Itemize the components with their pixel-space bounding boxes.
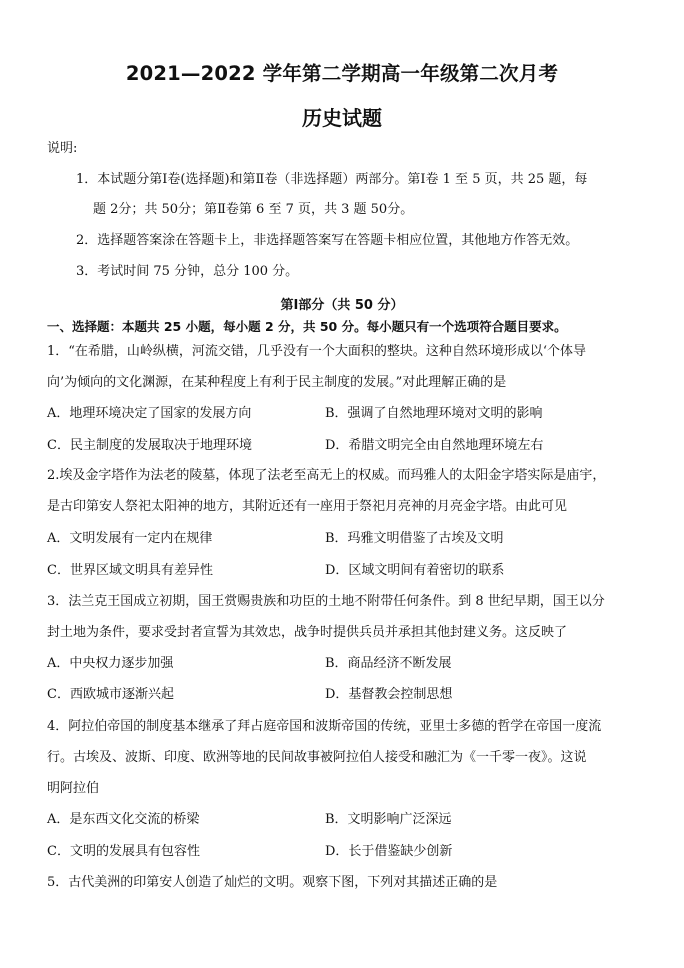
question-stem: 1．“在希腊，山岭纵横，河流交错，几乎没有一个大面积的整块。这种自然环境形成以‘个体导 <box>47 344 587 359</box>
question-stem: 5．古代美洲的印第安人创造了灿烂的文明。观察下图，下列对其描述正确的是 <box>47 875 498 890</box>
question-stem: 2.埃及金字塔作为法老的陵墓，体现了法老至高无上的权威。而玛雅人的太阳金字塔实际是庙宇， <box>47 468 606 483</box>
option-c: C．文明的发展具有包容性 <box>47 844 200 859</box>
question-stem: 向’为倾向的文化渊源，在某种程度上有利于民主制度的发展。”对此理解正确的是 <box>47 375 507 390</box>
option-d: D．希腊文明完全由自然地理环境左右 <box>325 438 544 453</box>
option-b: B．玛雅文明借鉴了古埃及文明 <box>325 531 504 546</box>
exam-subject: 历史试题 <box>302 106 382 130</box>
question-stem: 行。古埃及、波斯、印度、欧洲等地的民间故事被阿拉伯人接受和融汇为《一千零一夜》。这说 <box>47 750 587 765</box>
option-b: B．商品经济不断发展 <box>325 656 452 671</box>
option-d: D．长于借鉴缺少创新 <box>325 844 453 859</box>
exam-title: 2021—2022 学年第二学期高一年级第二次月考 <box>125 62 559 85</box>
question-stem: 4．阿拉伯帝国的制度基本继承了拜占庭帝国和波斯帝国的传统，亚里士多德的哲学在帝国一度流 <box>47 719 602 734</box>
option-c: C．民主制度的发展取决于地理环境 <box>47 438 252 453</box>
question-stem: 是古印第安人祭祀太阳神的地方，其附近还有一座用于祭祀月亮神的月亮金字塔。由此可见 <box>47 499 568 514</box>
note-item: 1．本试题分第Ⅰ卷(选择题)和第Ⅱ卷（非选择题）两部分。第Ⅰ卷 1 至 5 页，共 25 题，每 <box>76 172 588 187</box>
part-title: 第Ⅰ部分（共 50 分） <box>280 298 404 313</box>
option-b: B．强调了自然地理环境对文明的影响 <box>325 406 543 421</box>
option-c: C．西欧城市逐渐兴起 <box>47 687 174 702</box>
option-d: D．区域文明间有着密切的联系 <box>325 563 505 578</box>
option-c: C．世界区域文明具有差异性 <box>47 563 213 578</box>
note-item: 题 2分；共 50分；第Ⅱ卷第 6 至 7 页，共 3 题 50分。 <box>93 202 414 217</box>
question-stem: 3．法兰克王国成立初期，国王赏赐贵族和功臣的土地不附带任何条件。到 8 世纪早期，国王以分 <box>47 594 605 609</box>
option-b: B．文明影响广泛深远 <box>325 812 452 827</box>
note-item: 2．选择题答案涂在答题卡上，非选择题答案写在答题卡相应位置，其他地方作答无效。 <box>76 233 579 248</box>
option-d: D．基督教会控制思想 <box>325 687 453 702</box>
option-a: A．中央权力逐步加强 <box>47 656 174 671</box>
note-item: 3．考试时间 75 分钟，总分 100 分。 <box>76 264 299 279</box>
option-a: A．地理环境决定了国家的发展方向 <box>47 406 252 421</box>
option-a: A．是东西文化交流的桥梁 <box>47 812 200 827</box>
option-a: A．文明发展有一定内在规律 <box>47 531 213 546</box>
notes-label: 说明: <box>47 141 78 156</box>
question-stem: 封土地为条件，要求受封者宣誓为其效忠，战争时提供兵员并承担其他封建义务。这反映了 <box>47 625 568 640</box>
question-stem: 明阿拉伯 <box>47 781 100 796</box>
section-instructions: 一、选择题：本题共 25 小题，每小题 2 分，共 50 分。每小题只有一个选项符合题目要求。 <box>47 319 567 334</box>
